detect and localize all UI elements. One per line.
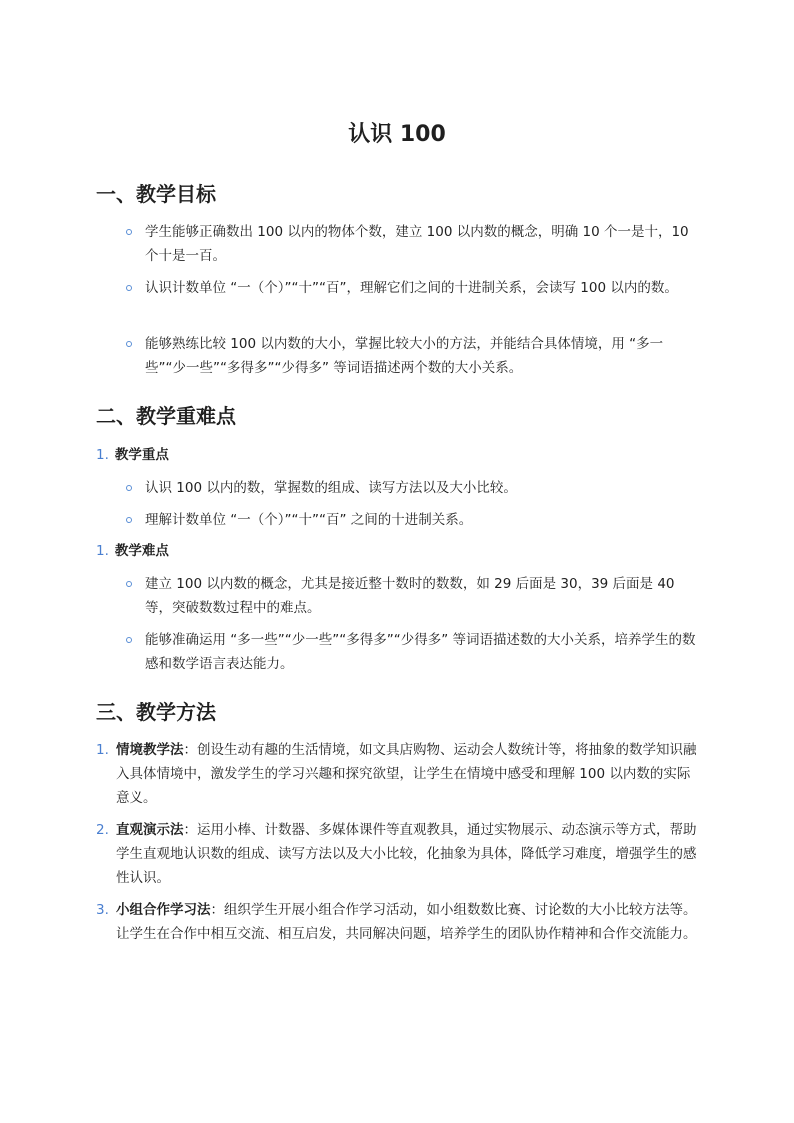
list-number: 2. (96, 822, 109, 838)
list-item-text: 认识 100 以内的数，掌握数的组成、读写方法以及大小比较。 (145, 480, 517, 496)
bullet-icon (126, 485, 132, 491)
list-item-text (116, 818, 701, 890)
subsection-key-points (96, 444, 169, 466)
list-number: 1. (96, 742, 109, 758)
list-number: 1. (96, 447, 109, 463)
method-term: 小组合作学习法 (116, 902, 211, 918)
bullet-icon (126, 581, 132, 587)
list-item-text: 理解计数单位 “一（个）”“十”“百” 之间的十进制关系。 (145, 512, 473, 528)
section-heading-objectives: 一、教学目标 (96, 182, 216, 206)
subsection-difficulties (96, 540, 169, 562)
section-heading-key-points: 二、教学重难点 (96, 404, 236, 428)
method-term: 情境教学法 (116, 742, 184, 758)
list-item-text: 能够熟练比较 100 以内数的大小，掌握比较大小的方法，并能结合具体情境，用 “多一些”“少一些”“多得多”“少得多” 等词语描述两个数的大小关系。 (145, 336, 664, 376)
method-description: ：组织学生开展小组合作学习活动，如小组数数比赛、讨论数的大小比较方法等。让学生在合作中相互交流、相互启发，共同解决问题，培养学生的团队协作精神和合作交流能力。 (116, 902, 697, 942)
bullet-icon (126, 229, 132, 235)
method-description: ：创设生动有趣的生活情境，如文具店购物、运动会人数统计等，将抽象的数学知识融入具体情境中，激发学生的学习兴趣和探究欲望，让学生在情境中感受和理解 100 以内数的实际意义。 (116, 742, 697, 806)
method-term: 直观演示法 (116, 822, 184, 838)
list-item-text (116, 738, 701, 810)
list-item-text: 能够准确运用 “多一些”“少一些”“多得多”“少得多” 等词语描述数的大小关系，培养学生的数感和数学语言表达能力。 (145, 632, 696, 672)
list-number: 3. (96, 902, 109, 918)
method-description: ：运用小棒、计数器、多媒体课件等直观教具，通过实物展示、动态演示等方式，帮助学生直观地认识数的组成、读写方法以及大小比较，化抽象为具体，降低学习难度，增强学生的感性认识。 (116, 822, 697, 886)
list-item-text: 建立 100 以内数的概念，尤其是接近整十数时的数数，如 29 后面是 30，39 后面是 40 等，突破数数过程中的难点。 (145, 576, 675, 616)
list-number: 1. (96, 543, 109, 559)
subsection-label: 教学重点 (114, 447, 169, 463)
document-title: 认识 100 (348, 122, 446, 147)
bullet-icon (126, 285, 132, 291)
list-item-text: 学生能够正确数出 100 以内的物体个数，建立 100 以内数的概念，明确 10 个一是十，10 个十是一百。 (145, 224, 689, 264)
list-item-text (116, 898, 701, 946)
bullet-icon (126, 637, 132, 643)
list-item-text: 认识计数单位 “一（个）”“十”“百”，理解它们之间的十进制关系，会读写 100 以内的数。 (145, 280, 678, 296)
section-heading-methods: 三、教学方法 (96, 700, 216, 724)
bullet-icon (126, 517, 132, 523)
subsection-label: 教学难点 (114, 543, 169, 559)
bullet-icon (126, 341, 132, 347)
